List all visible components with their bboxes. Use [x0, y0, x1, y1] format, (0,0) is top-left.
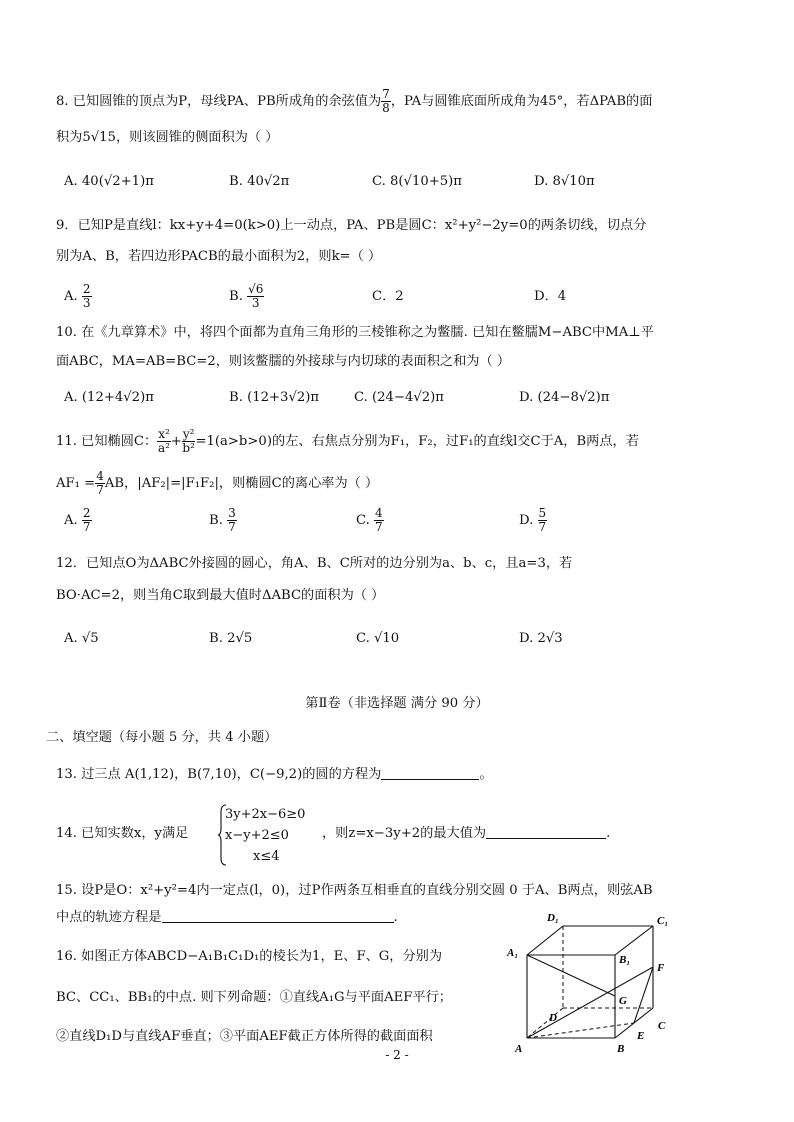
q11-text-c: AF₁ = — [56, 476, 96, 491]
q10-option-c: C. (24−4√2)π — [354, 390, 444, 405]
q11-option-b-frac — [227, 507, 237, 534]
q11-option-c-frac — [374, 507, 384, 534]
q10-line1: 10. 在《九章算术》中，将四个面都为直角三角形的三棱锥称之为鳖臑. 已知在鳖臑M−ABC中MA⊥平 — [56, 325, 654, 340]
cube-label-b: B — [617, 1043, 625, 1055]
q11-text-b: =1(a>b>0)的左、右焦点分别为F₁，F₂，过F₁的直线l交C于A，B两点，若 — [195, 434, 639, 449]
q8-line1 — [56, 88, 754, 115]
q8-text-a: 8. 已知圆锥的顶点为P，母线PA、PB所成角的余弦值为 — [56, 94, 382, 109]
q11-option-d-den: 7 — [538, 520, 547, 534]
q9-line2: 别为A、B，若四边形PACB的最小面积为2，则k=（ ） — [56, 249, 382, 264]
q11-option-b-prefix: B. — [209, 513, 223, 528]
q11-option-d — [519, 507, 547, 534]
q11-option-d-prefix: D. — [519, 513, 534, 528]
q9-option-b-frac — [247, 283, 264, 310]
cube-label-c: C — [658, 1020, 666, 1032]
q11-option-a-prefix: A. — [64, 513, 78, 528]
q12-option-b: B. 2√5 — [209, 631, 253, 646]
q9-line1: 9．已知P是直线l：kx+y+4=0(k>0)上一动点，PA、PB是圆C：x²+y²−2y=0的两条切线，切点分 — [56, 218, 647, 233]
q9-option-a-prefix: A. — [64, 289, 78, 304]
q12-option-c: C. √10 — [356, 631, 400, 646]
q8-fraction — [381, 88, 391, 115]
q15-text: 中点的轨迹方程是 — [56, 910, 162, 925]
q8-line2: 积为5√15，则该圆锥的侧面积为（ ） — [56, 130, 279, 145]
q14-cond-3: x≤4 — [253, 849, 280, 864]
q13-answer-blank[interactable] — [381, 765, 479, 780]
q14-conditions — [225, 804, 305, 867]
q16-line1: 16. 如图正方体ABCD−A₁B₁C₁D₁的棱长为1，E、F、G，分别为 — [56, 949, 443, 964]
q10-option-b: B. (12+3√2)π — [229, 390, 320, 405]
q14-cond-1: 3y+2x−6≥0 — [225, 807, 306, 822]
q13-end: 。 — [479, 767, 493, 782]
cube-label-d: D — [549, 1012, 557, 1024]
q12-line2: BO·AC=2，则当角C取到最大值时ΔABC的面积为（ ） — [56, 588, 385, 603]
q8-option-a: A. 40(√2+1)π — [64, 174, 154, 189]
q12-line1: 12．已知点O为ΔABC外接圆的圆心，角A、B、C所对的边分别为a、b、c，且a=3，若 — [56, 556, 573, 571]
q11-frac-y-num: y² — [182, 427, 195, 441]
cube-label-a1: A₁ — [507, 947, 519, 959]
q11-option-c-den: 7 — [375, 520, 383, 534]
q14-end: . — [606, 826, 611, 841]
cube-label-d1: D₁ — [547, 912, 559, 924]
q8-frac-den: 8 — [382, 101, 390, 115]
q11-frac-ratio — [95, 470, 105, 497]
q11-frac-y-den: b² — [182, 441, 195, 455]
q11-frac-ratio-num: 4 — [96, 469, 104, 483]
q9-option-b-den: 3 — [251, 296, 260, 310]
cube-label-a: A — [515, 1043, 523, 1055]
q9-option-c: C．2 — [372, 289, 404, 304]
q9-option-b-prefix: B. — [229, 289, 243, 304]
section-title: 第Ⅱ卷（非选择题 满分 90 分） — [305, 696, 489, 711]
q11-frac-y — [182, 428, 196, 455]
q9-option-a-frac — [82, 283, 92, 310]
q11-option-c-num: 4 — [375, 506, 383, 520]
q14-mid: ，则z=x−3y+2的最大值为 — [322, 826, 487, 841]
q14-line-rest — [322, 823, 754, 845]
q11-text-d: AB，|AF₂|=|F₁F₂|，则椭圆C的离心率为（ ） — [104, 476, 379, 491]
q11-frac-x-num: x² — [158, 427, 170, 441]
q8-option-d: D. 8√10π — [534, 174, 595, 189]
q11-option-a-den: 7 — [82, 520, 91, 534]
q9-option-b-num: √6 — [248, 282, 264, 296]
q11-option-b-num: 3 — [228, 506, 236, 520]
page-number: - 2 - — [385, 1048, 409, 1062]
q11-option-b — [209, 507, 237, 534]
q9-option-d: D．4 — [534, 289, 567, 304]
q11-option-a — [64, 507, 92, 534]
q14-answer-blank[interactable] — [486, 824, 606, 839]
q11-option-a-frac — [82, 507, 92, 534]
q11-option-d-frac — [538, 507, 548, 534]
cube-label-e: E — [637, 1030, 645, 1042]
q16-line3: ②直线D₁D与直线AF垂直；③平面AEF截正方体所得的截面面积 — [56, 1029, 433, 1044]
q15-end: . — [393, 910, 398, 925]
q11-option-c-prefix: C. — [356, 513, 370, 528]
q8-option-c: C. 8(√10+5)π — [372, 174, 462, 189]
q12-option-a: A. √5 — [64, 631, 99, 646]
section-subtitle: 二、填空题（每小题 5 分，共 4 小题） — [46, 730, 278, 745]
q9-option-a-num: 2 — [82, 282, 91, 296]
q9-option-a — [64, 283, 92, 310]
cube-label-g: G — [619, 995, 627, 1007]
q9-option-b — [229, 283, 264, 310]
q11-frac-x — [157, 428, 171, 455]
q9-option-a-den: 3 — [82, 296, 91, 310]
q8-frac-num: 7 — [382, 87, 390, 101]
q11-line1 — [56, 428, 754, 455]
cube-figure — [505, 908, 685, 1070]
q10-option-d: D. (24−8√2)π — [519, 390, 610, 405]
q11-option-d-num: 5 — [538, 506, 547, 520]
q15-answer-blank[interactable] — [162, 908, 394, 923]
q15-line1: 15. 设P是O：x²+y²=4内一定点(l，0)，过P作两条互相垂直的直线分别交圆 0 于A、B两点，则弦AB — [56, 883, 653, 898]
q13-line — [56, 764, 754, 786]
q10-line2: 面ABC，MA=AB=BC=2，则该鳖臑的外接球与内切球的表面积之和为（ ） — [56, 354, 511, 369]
q14-cond-2: x−y+2≤0 — [225, 828, 289, 843]
q11-option-c — [356, 507, 384, 534]
cube-label-f: F — [657, 962, 665, 974]
q13-text: 13. 过三点 A(1,12)，B(7,10)，C(−9,2)的圆的方程为 — [56, 767, 382, 782]
cube-label-c1: C₁ — [657, 915, 669, 927]
q11-option-a-num: 2 — [82, 506, 91, 520]
q12-option-d: D. 2√3 — [519, 631, 563, 646]
q16-line2: BC、CC₁、BB₁的中点. 则下列命题：①直线A₁G与平面AEF平行； — [56, 990, 452, 1005]
q10-option-a: A. (12+4√2)π — [64, 390, 154, 405]
q11-option-b-den: 7 — [228, 520, 236, 534]
q11-frac-ratio-den: 7 — [96, 483, 104, 497]
q14-prefix: 14. 已知实数x，y满足 — [56, 826, 189, 841]
q11-line2 — [56, 470, 754, 497]
q11-text-a: 11. 已知椭圆C： — [56, 434, 158, 449]
q8-option-b: B. 40√2π — [229, 174, 290, 189]
q11-frac-x-den: a² — [158, 441, 170, 455]
q8-text-b: ，PA与圆锥底面所成角为45°，若ΔPAB的面 — [390, 94, 653, 109]
cube-label-b1: B₁ — [619, 954, 631, 966]
q11-plus: + — [170, 434, 182, 449]
